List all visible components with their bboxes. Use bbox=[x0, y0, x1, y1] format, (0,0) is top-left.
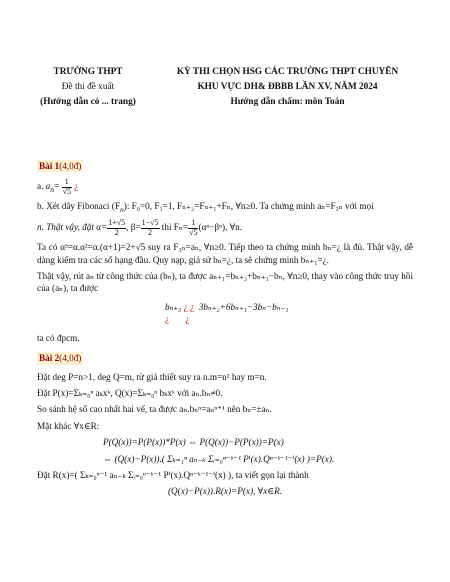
p2-line-2: Đặt P(x)=Σₖ₌₀ⁿ aₖxᵏ, Q(x)=Σₖ₌₀ⁿ bₖxᵏ với aₙ.bₙ≠0. bbox=[37, 387, 223, 398]
rec-q2: ¿ bbox=[190, 301, 195, 312]
alpha-fraction bbox=[107, 219, 126, 237]
a-eq: = bbox=[54, 181, 60, 192]
fn-den: √5 bbox=[189, 227, 198, 237]
p2-equation-2: ⇔ (Q(x)−P(x)).( Σₖ₌₁ⁿ aₙ₋ₖ Σᵢ₌₀ⁿ⁻ᵏ⁻¹ Pⁱ(x).Qⁿ⁻ᵏ⁻¹⁻ⁱ(x) )=P(x). bbox=[103, 453, 335, 464]
exam-title: KỲ THI CHỌN HSG CÁC TRƯỜNG THPT CHUYÊN bbox=[176, 67, 399, 77]
rec-rhs: 3bₙ₊₂+6bₙ₊₁−3bₙ−bₙ₋₁ bbox=[198, 301, 289, 312]
a-fraction bbox=[62, 178, 72, 196]
subject-label: Hướng dẫn chấm: môn Toán bbox=[230, 97, 345, 107]
a-lhs: a bbox=[45, 181, 51, 192]
part-b-paragraph-4: Thật vậy, rút aₙ từ công thức của (bₙ), ta được aₙ₊₁=bₙ₊₂+bₙ₊₁−bₙ, ∀n≥0, thay vào công thức truy hồi của (aₙ), ta được bbox=[37, 271, 413, 294]
b-text-2: ): F₀=0, F₁=1, Fₙ₊₂=Fₙ₊₁+Fₙ, ∀n≥0. Ta chứng minh aₙ=F₃ₙ với mọi bbox=[123, 201, 374, 212]
alpha-den: 2 bbox=[114, 227, 119, 237]
b2-text-a: n. Thật vậy, đặt α= bbox=[37, 222, 108, 233]
proposed-label: Đề thi đề xuất bbox=[61, 82, 115, 92]
problem-2 bbox=[37, 352, 413, 498]
a-frac-num: 1 bbox=[62, 178, 72, 187]
b2-text-c: thì Fₙ= bbox=[159, 222, 189, 233]
problem-1-label: Bài 1 bbox=[39, 161, 60, 171]
rec-q1: ¿ bbox=[183, 301, 188, 312]
content bbox=[37, 160, 413, 504]
a-frac-den: √5 bbox=[62, 186, 71, 196]
b-sub: n bbox=[119, 205, 124, 215]
recurrence-formula bbox=[165, 301, 413, 326]
b2-text-b: , β= bbox=[126, 222, 141, 233]
school-name: TRƯỜNG THPT bbox=[53, 67, 123, 77]
guide-note: (Hướng dẫn có ... trang) bbox=[40, 97, 136, 107]
p2-line-1: Đặt deg P=n>1, deg Q=m, từ giả thiết suy ra n.m=n² hay m=n. bbox=[37, 371, 267, 382]
p2-equation-3: (Q(x)−P(x)).R(x)=P(x), ∀x∈R. bbox=[167, 486, 282, 497]
a-tail: ¿ bbox=[74, 181, 79, 192]
problem-1-title bbox=[37, 160, 83, 172]
rec-q4: ¿ bbox=[185, 314, 190, 325]
rec-q3: ¿ bbox=[165, 314, 170, 325]
problem-1 bbox=[37, 160, 413, 344]
p2-line-5: Đặt R(x)=( Σₖ₌₀ⁿ⁻¹ aₙ₋ₖ Σᵢ₌₀ⁿ⁻ᵏ⁻¹ Pⁱ(x).Qⁿ⁻ᵏ⁻¹⁻ⁱ(x) ), ta viết gọn lại thành bbox=[37, 470, 309, 481]
alpha-num: 1+√5 bbox=[108, 218, 126, 228]
b-text-1: b. Xét dãy Fibonaci (F bbox=[37, 201, 120, 212]
part-b-conclusion: ta có đpcm. bbox=[37, 332, 80, 343]
p2-equation-1: P(Q(x))=P(P(x))*P(x) ⇔ P(Q(x))−P(P(x))=P(x) bbox=[103, 437, 284, 448]
b2-text-d: (αⁿ−βⁿ), ∀n. bbox=[198, 222, 243, 233]
problem-2-title bbox=[37, 352, 83, 364]
a-sub: n bbox=[50, 185, 55, 195]
part-a bbox=[37, 178, 413, 196]
beta-num: 1−√5 bbox=[141, 218, 159, 228]
problem-2-label: Bài 2 bbox=[39, 353, 60, 364]
p2-line-4: Mặt khác ∀x∈R: bbox=[37, 420, 100, 431]
beta-den: 2 bbox=[148, 227, 153, 237]
part-b-paragraph-3: Ta có α³=α.α²=α.(α+1)=2+√5 suy ra F₃ₙ=aₙ, ∀n≥0. Tiếp theo ta chứng minh bₙ=¿ là đủ. Thật vậy, dễ dàng kiểm tra các số hạng đầu. Quy nạp, giả sử bₙ=¿, ta sẽ chứng minh bₙ₊₁=¿. bbox=[37, 242, 413, 265]
part-a-label: a. bbox=[37, 181, 44, 192]
p2-line-3: So sánh hệ số cao nhất hai vế, ta được aₙ.bₙⁿ=aₙⁿ⁺¹ nên bₙ=±aₙ. bbox=[37, 404, 272, 415]
problem-1-points: (4,0đ) bbox=[59, 161, 82, 171]
beta-fraction bbox=[141, 219, 160, 237]
fn-num: 1 bbox=[188, 219, 198, 228]
part-b-line1 bbox=[37, 200, 413, 215]
part-b-line2 bbox=[37, 219, 413, 237]
fn-fraction bbox=[188, 219, 198, 237]
rec-lhs: bₙ₊₃ bbox=[165, 301, 182, 312]
problem-2-points: (4,0đ) bbox=[59, 353, 82, 364]
exam-region-year: KHU VỰC DH& ĐBBB LẦN XV, NĂM 2024 bbox=[197, 82, 378, 92]
